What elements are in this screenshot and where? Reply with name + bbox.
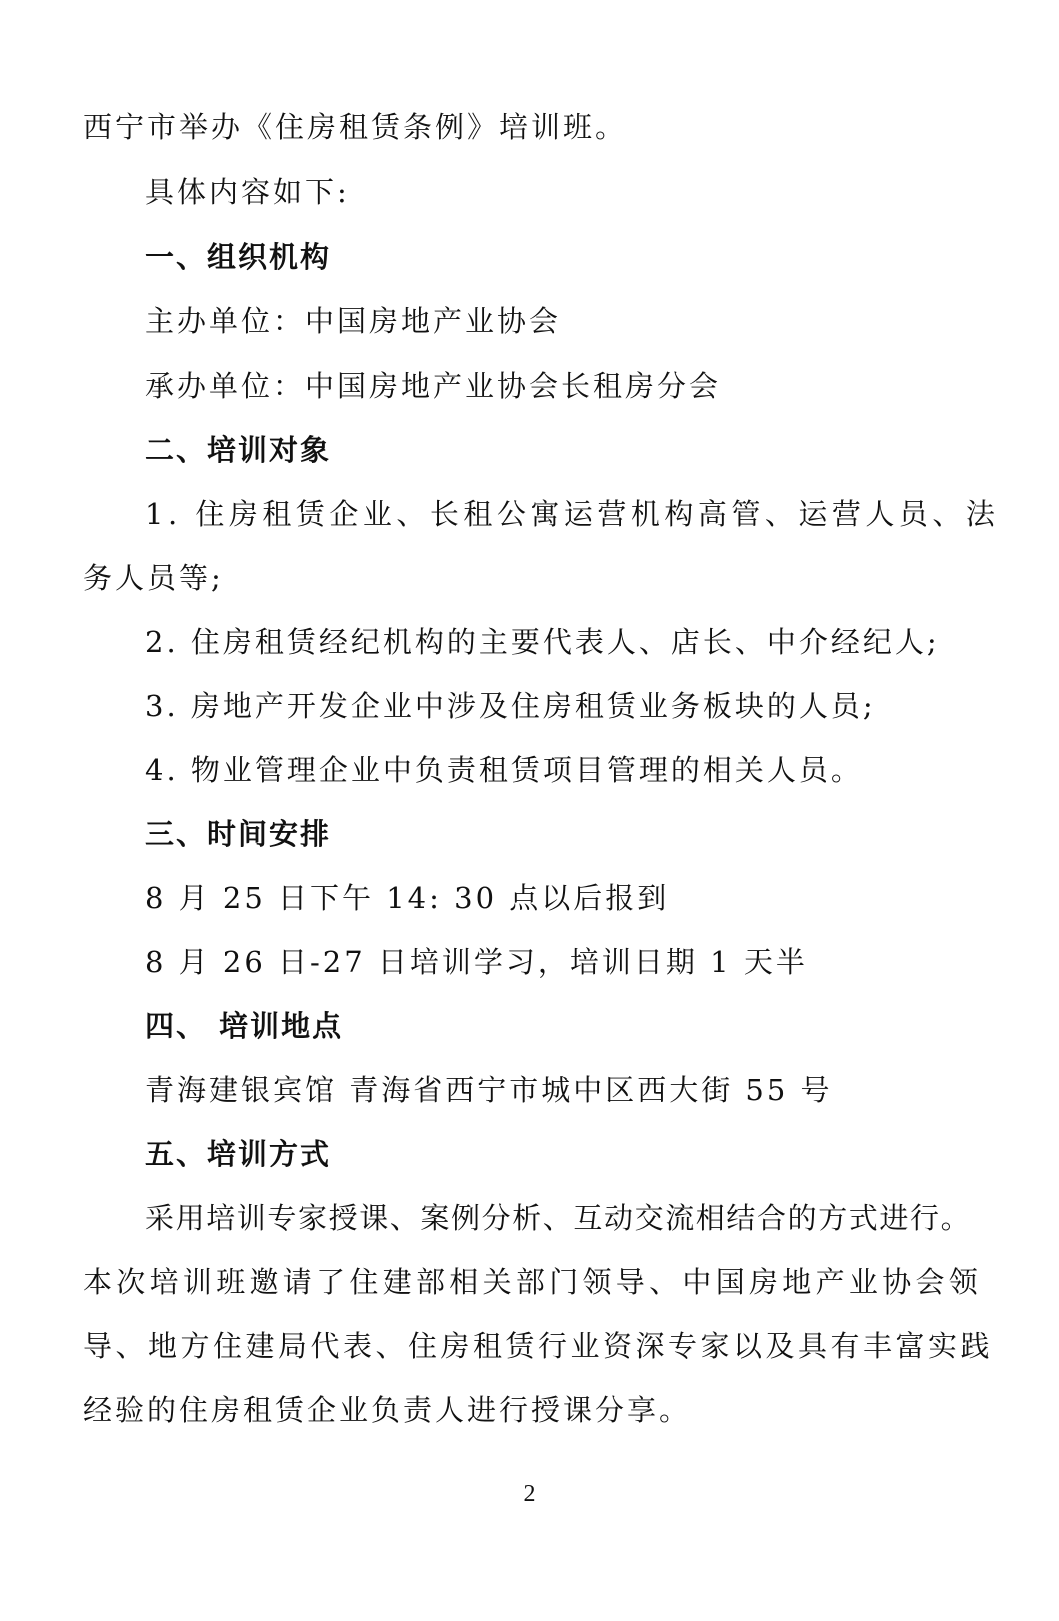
paragraph-line: 导、地方住建局代表、住房租赁行业资深专家以及具有丰富实践 [83, 1329, 994, 1363]
paragraph-line: 本次培训班邀请了住建部相关部门领导、中国房地产业协会领 [83, 1265, 983, 1299]
list-item: 2. 住房租赁经纪机构的主要代表人、店长、中介经纪人; [145, 625, 940, 659]
paragraph-line: 务人员等; [83, 561, 224, 595]
paragraph-line: 主办单位：中国房地产业协会 [145, 304, 562, 338]
page-number: 2 [523, 1481, 536, 1507]
paragraph-line: 具体内容如下: [145, 175, 350, 209]
paragraph-line: 8 月 26 日-27 日培训学习，培训日期 1 天半 [145, 945, 808, 979]
paragraph-line: 承办单位：中国房地产业协会长租房分会 [145, 369, 722, 403]
section-heading: 一、组织机构 [145, 240, 332, 274]
section-heading: 五、培训方式 [145, 1137, 332, 1171]
paragraph-line: 采用培训专家授课、案例分析、互动交流相结合的方式进行。 [145, 1201, 972, 1235]
paragraph-line: 经验的住房租赁企业负责人进行授课分享。 [83, 1393, 692, 1427]
list-item: 4. 物业管理企业中负责租赁项目管理的相关人员。 [145, 753, 863, 787]
list-item: 3. 房地产开发企业中涉及住房租赁业务板块的人员; [145, 689, 876, 723]
section-heading: 四、 培训地点 [145, 1009, 344, 1043]
paragraph-line: 8 月 25 日下午 14: 30 点以后报到 [145, 881, 670, 915]
section-heading: 三、时间安排 [145, 817, 332, 851]
section-heading: 二、培训对象 [145, 433, 332, 467]
paragraph-line: 青海建银宾馆 青海省西宁市城中区西大街 55 号 [145, 1073, 833, 1107]
list-item: 1. 住房租赁企业、长租公寓运营机构高管、运营人员、法 [145, 497, 1000, 531]
paragraph-line: 西宁市举办《住房租赁条例》培训班。 [83, 110, 628, 144]
